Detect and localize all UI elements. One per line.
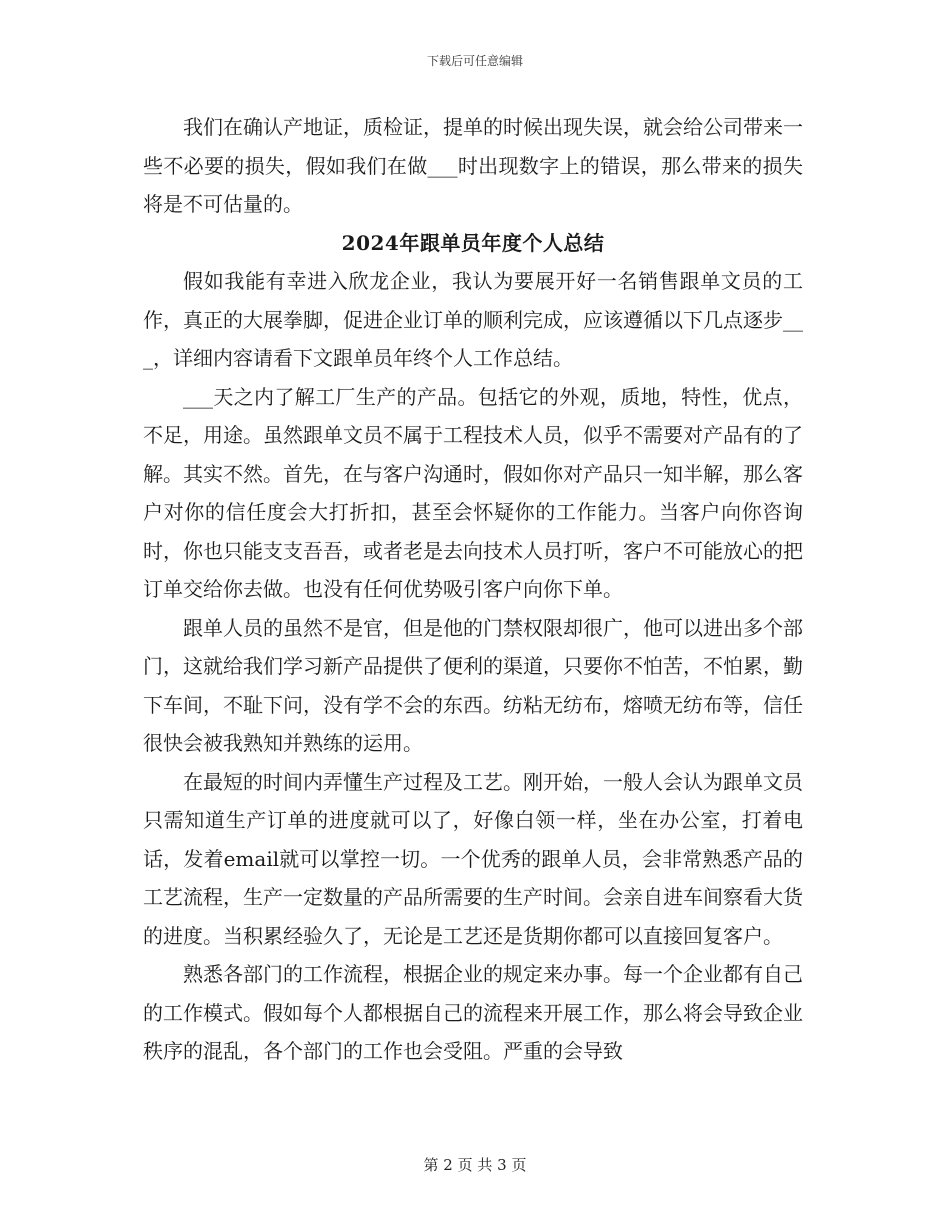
document-body [143, 108, 803, 1071]
page-number-footer: 第 2 页 共 3 页 [423, 1156, 527, 1174]
body-paragraph-2: ___天之内了解工厂生产的产品。包括它的外观，质地，特性，优点，不足，用途。虽然跟单文员不属于工程技术人员，似乎不需要对产品有的了解。其实不然。首先，在与客户沟通时，假如你对产品只一知半解，那么客户对你的信任度会大打折扣，甚至会怀疑你的工作能力。当客户向你咨询时，你也只能支支吾吾，或者老是去向技术人员打听，客户不可能放心的把订单交给你去做。也没有任何优势吸引客户向你下单。 [143, 384, 803, 601]
page-header-note: 下载后可任意编辑 [426, 54, 523, 68]
document-title: 2024年跟单员年度个人总结 [341, 230, 605, 255]
intro-paragraph: 我们在确认产地证，质检证，提单的时候出现失误，就会给公司带来一些不必要的损失，假如我们在做___时出现数字上的错误，那么带来的损失将是不可估量的。 [143, 115, 803, 216]
body-paragraph-3: 跟单人员的虽然不是官，但是他的门禁权限却很广，他可以进出多个部门，这就给我们学习新产品提供了便利的渠道，只要你不怕苦，不怕累，勤下车间，不耻下问，没有学不会的东西。纺粘无纺布，熔喷无纺布等，信任很快会被我熟知并熟练的运用。 [143, 615, 803, 755]
body-paragraph-5: 熟悉各部门的工作流程，根据企业的规定来办事。每一个企业都有自己的工作模式。假如每个人都根据自己的流程来开展工作，那么将会导致企业秩序的混乱，各个部门的工作也会受阻。严重的会导致 [143, 962, 803, 1063]
body-paragraph-1: 假如我能有幸进入欣龙企业，我认为要展开好一名销售跟单文员的工作，真正的大展拳脚，促进企业订单的顺利完成，应该遵循以下几点逐步___，详细内容请看下文跟单员年终个人工作总结。 [143, 269, 803, 370]
body-paragraph-4: 在最短的时间内弄懂生产过程及工艺。刚开始，一般人会认为跟单文员只需知道生产订单的进度就可以了，好像白领一样，坐在办公室，打着电话，发着email就可以掌控一切。一个优秀的跟单人员，会非常熟悉产品的工艺流程，生产一定数量的产品所需要的生产时间。会亲自进车间察看大货的进度。当积累经验久了，无论是工艺还是货期你都可以直接回复客户。 [143, 769, 803, 948]
